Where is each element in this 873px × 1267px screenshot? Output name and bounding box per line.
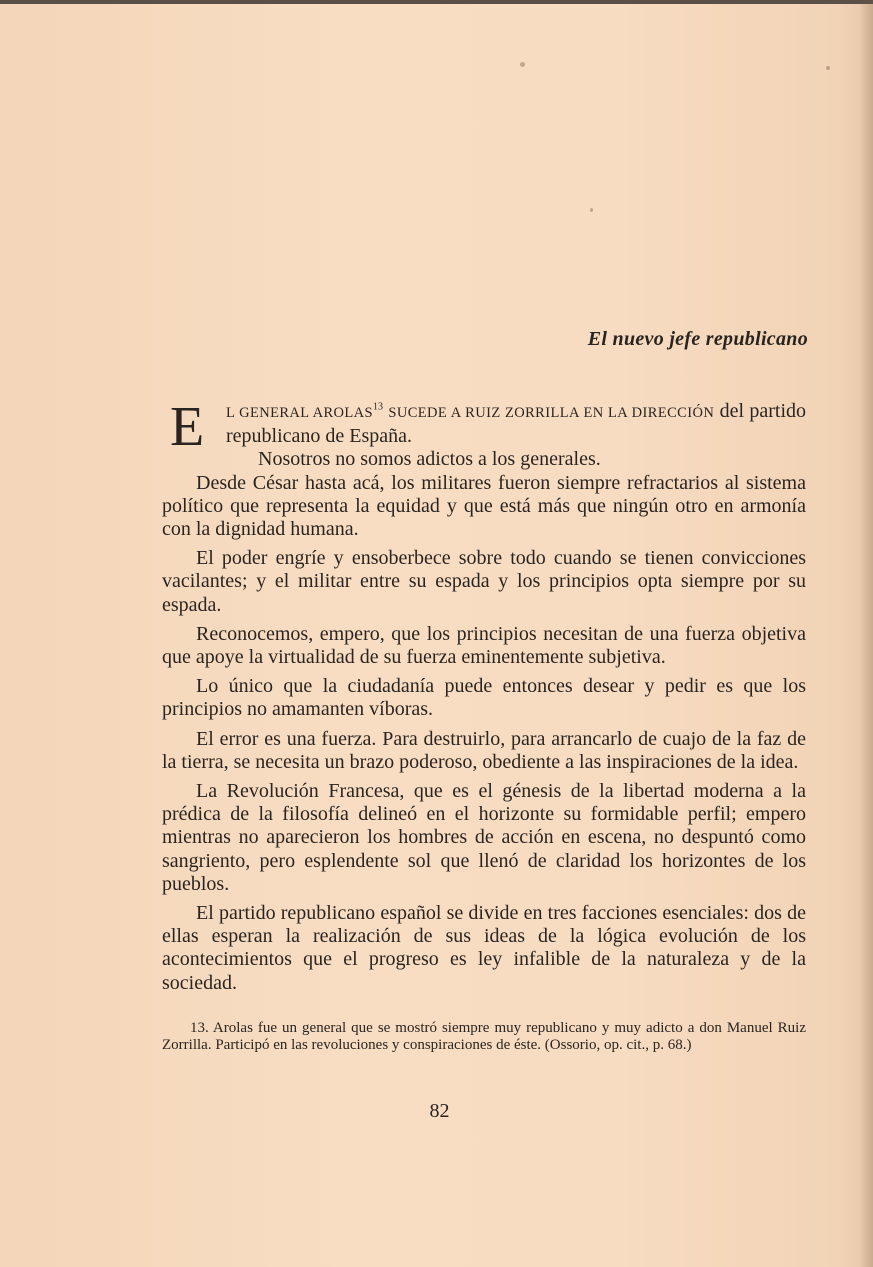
paragraph: El error es una fuerza. Para destruirlo, para arrancarlo de cuajo de la faz de la tierra, se necesita un brazo poderoso, obediente a las inspiraciones de la idea. [162, 727, 806, 773]
opening-paragraph [162, 396, 806, 458]
opening-smallcaps-lead: L GENERAL AROLAS [226, 405, 373, 421]
body-text [162, 396, 806, 995]
paragraph: Reconocemos, empero, que los principios necesitan de una fuerza objetiva que apoye la virtualidad de su fuerza eminentemente subjetiva. [162, 622, 806, 669]
footnote [162, 1020, 806, 1054]
paragraph: Lo único que la ciudadanía puede entonces desear y pedir es que los principios no amamanten víboras. [162, 675, 806, 721]
page-top-edge [0, 0, 873, 4]
page-number: 82 [429, 1100, 450, 1122]
paragraph: La Revolución Francesa, que es el génesis de la libertad moderna a la prédica de la filosofía delineó en el horizonte su formidable perfil; empero mientras no aparecieron los hombres de acción en escena, no despuntó como sangriento, pero esplendente sol que llenó de claridad los horizontes de los pueblos. [162, 780, 806, 895]
paragraph: Desde César hasta acá, los militares fueron siempre refractarios al sistema político que representa la equidad y que está más que ningún otro en armonía con la dignidad humana. [162, 471, 806, 541]
opening-second-line [162, 448, 806, 471]
opening-smallcaps-tail: SUCEDE A RUIZ ZORRILLA EN LA DIRECCIÓN [388, 405, 715, 421]
opening-continuation: del partido republicano de España. [226, 400, 806, 448]
paper-speck [826, 66, 830, 70]
paper-speck [590, 208, 593, 212]
paragraph: El partido republicano español se divide en tres facciones esenciales: dos de ellas esperan la realización de sus ideas de la lógica evolución de los acontecimientos que el progreso es ley infalible de la naturaleza y de la sociedad. [162, 902, 806, 994]
paper-speck [520, 62, 525, 67]
footnote-text: Arolas fue un general que se mostró siempre muy republicano y muy adicto a don Manuel Ruiz Zorrilla. Participó en las revoluciones y conspiraciones de éste. (Ossorio, op. cit., p. 68.) [162, 1020, 806, 1054]
drop-cap: E [170, 396, 205, 458]
opening-second-line-text: Nosotros no somos adictos a los generales. [258, 448, 601, 471]
paragraph: El poder engríe y ensoberbece sobre todo cuando se tienen convicciones vacilantes; y el militar entre su espada y los principios opta siempre por su espada. [162, 547, 806, 616]
section-heading: El nuevo jefe republicano [587, 328, 808, 350]
footnote-number: 13. [190, 1020, 209, 1036]
footnote-reference: 13 [373, 401, 383, 413]
